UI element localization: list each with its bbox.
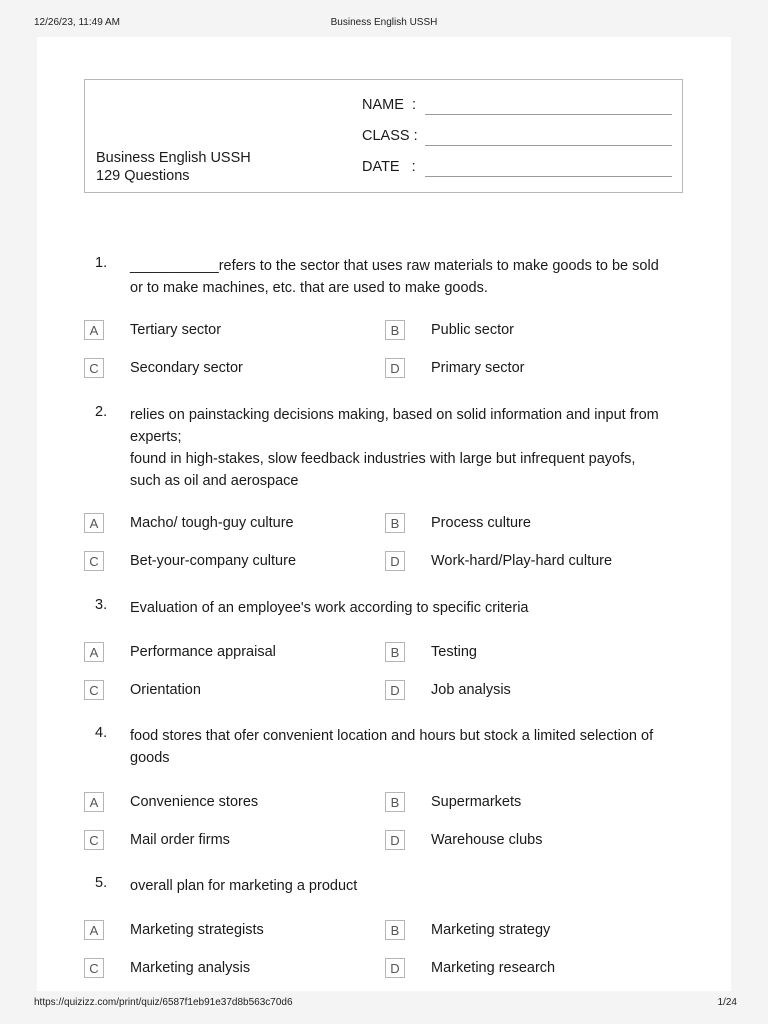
option-text: Job analysis [431, 682, 511, 698]
option-b[interactable] [385, 320, 665, 342]
print-datetime: 12/26/23, 11:49 AM [34, 17, 120, 28]
question-text [130, 404, 690, 492]
question-line: food stores that ofer convenient location and hours but stock a limited selection of [130, 728, 654, 744]
option-letter: D [385, 830, 405, 850]
date-line [425, 176, 672, 177]
print-title: Business English USSH [330, 17, 438, 28]
option-letter: C [84, 358, 104, 378]
option-text: Process culture [431, 515, 531, 531]
date-label: DATE : [362, 159, 416, 175]
question-line: such as oil and aerospace [130, 473, 299, 489]
option-text: Testing [431, 644, 477, 660]
question-number: 5. [95, 875, 108, 891]
question-line: or to make machines, etc. that are used to make goods. [130, 280, 488, 296]
option-d[interactable] [385, 680, 665, 702]
option-text: Marketing analysis [130, 960, 251, 976]
question-text [130, 597, 690, 619]
option-b[interactable] [385, 792, 665, 814]
question-line: ___________refers to the sector that uses raw materials to make goods to be sold [130, 258, 659, 274]
option-text: Supermarkets [431, 794, 522, 810]
option-letter: B [385, 642, 405, 662]
option-c[interactable] [84, 551, 364, 573]
name-field [362, 97, 672, 117]
option-letter: D [385, 358, 405, 378]
quiz-sheet [37, 37, 731, 991]
print-url: https://quizizz.com/print/quiz/6587f1eb91e37d8b563c70d6 [34, 997, 293, 1008]
question-text [130, 255, 690, 299]
option-d[interactable] [385, 958, 665, 980]
option-b[interactable] [385, 642, 665, 664]
class-field [362, 128, 672, 148]
option-text: Tertiary sector [130, 322, 222, 338]
quiz-title: Business English USSH [96, 150, 251, 166]
option-c[interactable] [84, 358, 364, 380]
option-letter: B [385, 920, 405, 940]
option-text: Work-hard/Play-hard culture [431, 553, 613, 569]
question-line: experts; [130, 429, 182, 445]
option-letter: C [84, 958, 104, 978]
option-text: Mail order firms [130, 832, 230, 848]
question-count: 129 Questions [96, 168, 190, 184]
option-letter: C [84, 680, 104, 700]
class-label: CLASS : [362, 128, 418, 144]
option-text: Orientation [130, 682, 201, 698]
option-text: Marketing strategists [130, 922, 264, 938]
question-text [130, 875, 690, 897]
option-d[interactable] [385, 551, 665, 573]
option-c[interactable] [84, 958, 364, 980]
name-line [425, 114, 672, 115]
option-letter: C [84, 830, 104, 850]
question-line: relies on painstacking decisions making, based on solid information and input from [130, 407, 659, 423]
option-d[interactable] [385, 358, 665, 380]
question-number: 4. [95, 725, 108, 741]
option-a[interactable] [84, 513, 364, 535]
question-line: Evaluation of an employee's work according to specific criteria [130, 600, 529, 616]
option-text: Warehouse clubs [431, 832, 543, 848]
class-line [425, 145, 672, 146]
option-a[interactable] [84, 792, 364, 814]
option-letter: A [84, 642, 104, 662]
option-c[interactable] [84, 680, 364, 702]
option-text: Macho/ tough-guy culture [130, 515, 294, 531]
page-number: 1/24 [717, 997, 737, 1008]
option-letter: D [385, 680, 405, 700]
question-line: overall plan for marketing a product [130, 878, 358, 894]
option-letter: B [385, 320, 405, 340]
option-letter: B [385, 513, 405, 533]
name-label: NAME : [362, 97, 416, 113]
question-text [130, 725, 690, 769]
option-letter: D [385, 551, 405, 571]
option-letter: A [84, 920, 104, 940]
option-b[interactable] [385, 920, 665, 942]
option-text: Marketing strategy [431, 922, 551, 938]
option-text: Secondary sector [130, 360, 243, 376]
option-a[interactable] [84, 642, 364, 664]
question-number: 2. [95, 404, 108, 420]
option-letter: C [84, 551, 104, 571]
option-text: Convenience stores [130, 794, 259, 810]
date-field [362, 159, 672, 179]
option-text: Primary sector [431, 360, 525, 376]
option-letter: D [385, 958, 405, 978]
option-d[interactable] [385, 830, 665, 852]
option-text: Performance appraisal [130, 644, 276, 660]
print-header [0, 17, 768, 31]
option-text: Bet-your-company culture [130, 553, 297, 569]
option-letter: B [385, 792, 405, 812]
option-a[interactable] [84, 920, 364, 942]
option-letter: A [84, 513, 104, 533]
option-text: Public sector [431, 322, 515, 338]
question-line: goods [130, 750, 170, 766]
option-b[interactable] [385, 513, 665, 535]
print-footer [0, 997, 768, 1011]
option-a[interactable] [84, 320, 364, 342]
question-number: 3. [95, 597, 108, 613]
option-letter: A [84, 792, 104, 812]
question-line: found in high-stakes, slow feedback industries with large but infrequent payofs, [130, 451, 636, 467]
option-text: Marketing research [431, 960, 556, 976]
question-number: 1. [95, 255, 108, 271]
student-info-box [84, 79, 683, 193]
option-c[interactable] [84, 830, 364, 852]
option-letter: A [84, 320, 104, 340]
